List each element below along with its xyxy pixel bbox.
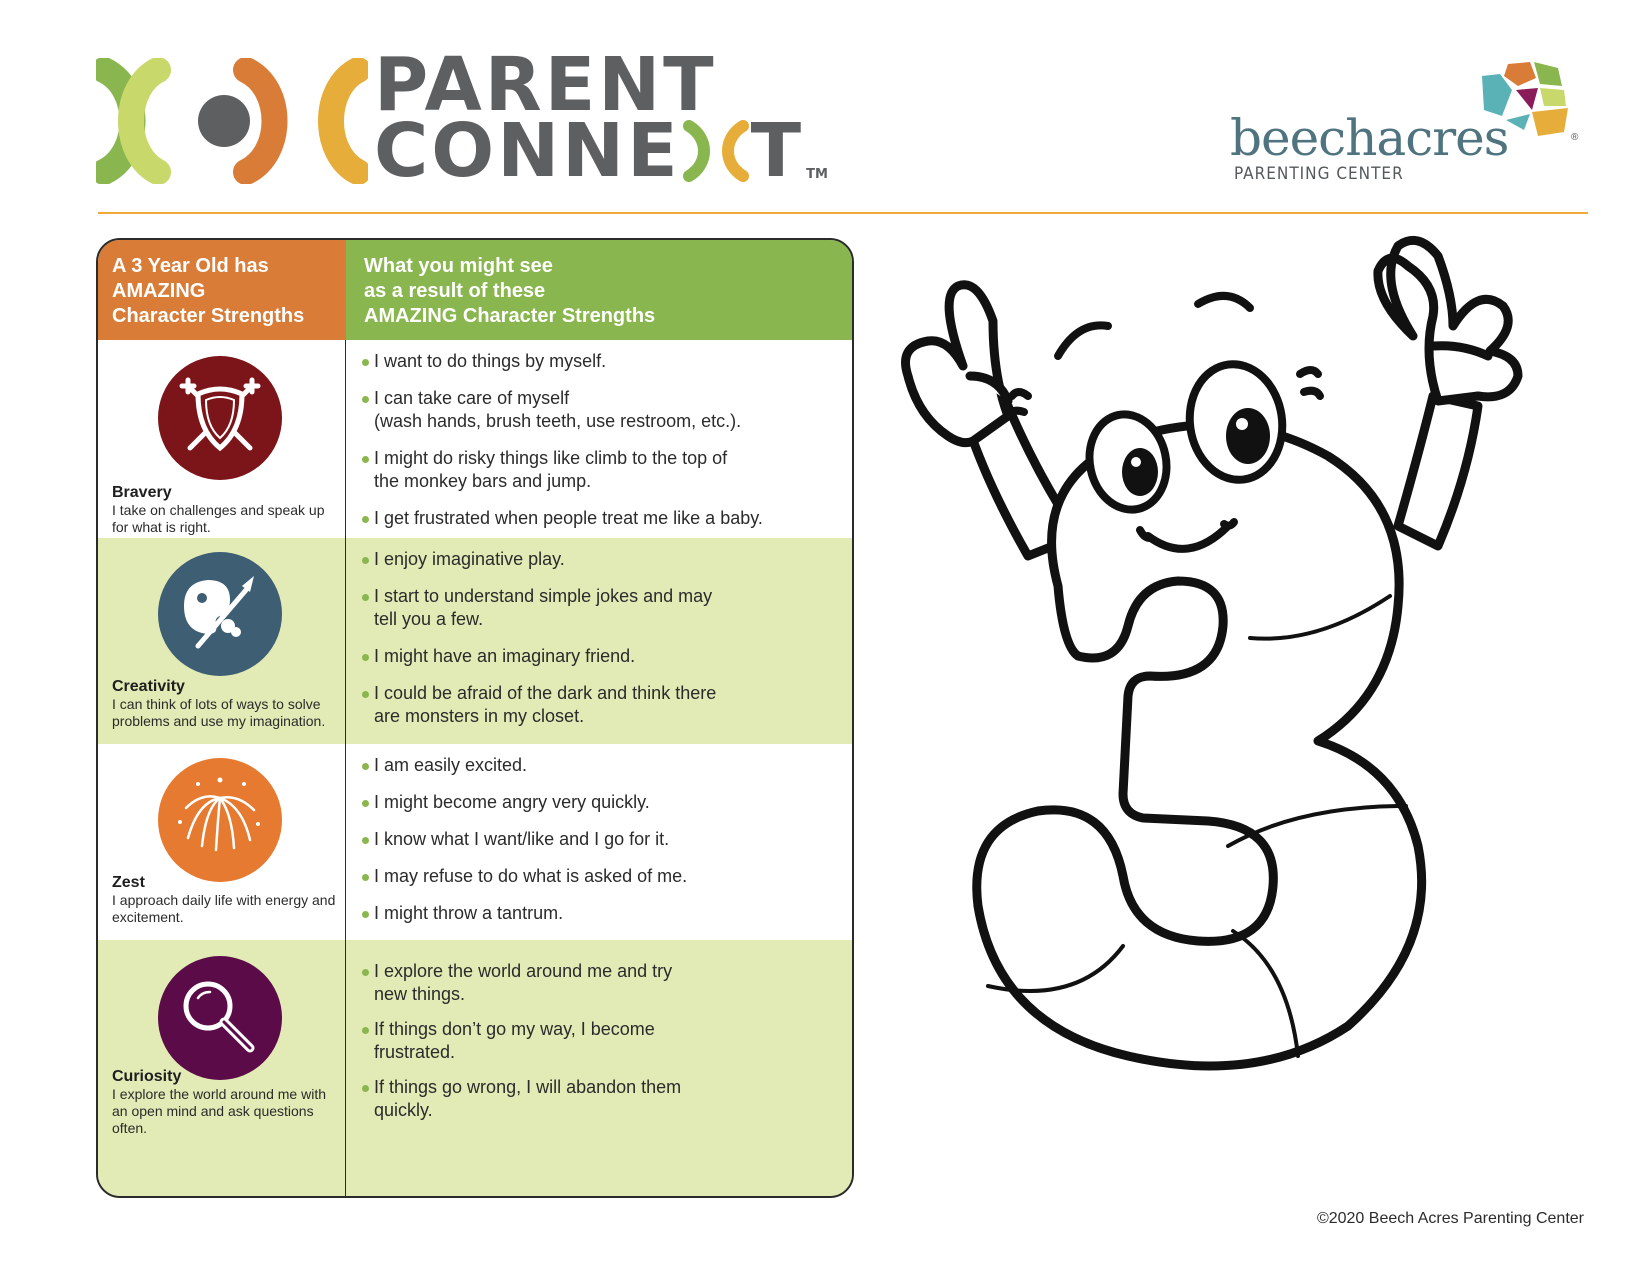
list-item-line: tell you a few. — [374, 609, 484, 629]
list-item — [362, 447, 852, 493]
list-item-line: I might throw a tantrum. — [374, 903, 564, 923]
list-item — [362, 585, 852, 631]
list-item — [362, 645, 852, 668]
strength-description: I approach daily life with energy and excitement. — [112, 892, 336, 925]
palette-brush-icon — [158, 552, 282, 676]
list-item-line: I might become angry very quickly. — [374, 792, 650, 812]
list-item-line: I want to do things by myself. — [374, 351, 607, 371]
list-item-line: quickly. — [374, 1100, 433, 1120]
table-header — [98, 240, 852, 340]
list-item-line: I could be afraid of the dark and think there — [374, 683, 717, 703]
list-item — [362, 387, 852, 433]
list-item — [362, 828, 852, 851]
list-item-line: I might have an imaginary friend. — [374, 646, 636, 666]
strength-name: Bravery — [112, 484, 172, 501]
list-item-line: I can take care of myself — [374, 388, 570, 408]
header-right-line: as a result of these — [364, 280, 546, 302]
list-item-line: If things go wrong, I will abandon them — [374, 1077, 682, 1097]
parent-connext-logo — [96, 42, 836, 194]
strength-name: Creativity — [112, 678, 185, 695]
logo-wordmark — [374, 42, 828, 208]
strength-name: Curiosity — [112, 1068, 182, 1085]
header-left-line: A 3 Year Old has — [112, 255, 269, 277]
logo-line-2 — [374, 108, 828, 208]
strength-description: I take on challenges and speak up for what is right. — [112, 502, 325, 535]
list-item-line: new things. — [374, 984, 466, 1004]
list-item — [362, 754, 852, 777]
beech-acres-logo — [1230, 60, 1590, 190]
list-item — [362, 350, 852, 373]
logo-line-2-prefix: CONNE — [374, 108, 681, 194]
logo-line-2-suffix: T — [750, 108, 805, 194]
column-divider — [345, 340, 346, 1198]
strength-description: I explore the world around me with an open mind and ask questions often. — [112, 1086, 326, 1136]
observations-cell — [346, 940, 852, 1198]
table-row-bravery — [98, 340, 852, 538]
shield-swords-icon — [158, 356, 282, 480]
header-strengths — [98, 240, 346, 340]
header-left-line: Character Strengths — [112, 305, 305, 327]
list-item — [362, 902, 852, 925]
list-item-line: If things don’t go my way, I become — [374, 1019, 655, 1039]
observations-cell — [346, 340, 852, 538]
logo-x-icon — [683, 120, 749, 182]
org-name: beechacres — [1230, 109, 1509, 167]
table-row-curiosity — [98, 940, 852, 1198]
connext-marks-icon — [96, 58, 368, 184]
strength-name: Zest — [112, 874, 145, 891]
strength-cell — [98, 940, 346, 1198]
list-item-line: (wash hands, brush teeth, use restroom, etc.). — [374, 411, 742, 431]
strength-description: I can think of lots of ways to solve problems and use my imagination. — [112, 696, 326, 729]
strength-cell — [98, 340, 346, 538]
list-item-line: the monkey bars and jump. — [374, 471, 592, 491]
list-item — [362, 1018, 852, 1064]
list-item — [362, 507, 852, 530]
header-right-line: What you might see — [364, 255, 553, 277]
list-item — [362, 682, 852, 728]
list-item-line: I might do risky things like climb to the top of — [374, 448, 728, 468]
list-item-line: I start to understand simple jokes and may — [374, 586, 713, 606]
list-item-line: I am easily excited. — [374, 755, 528, 775]
header-observations — [346, 240, 852, 340]
trademark: TM — [806, 167, 828, 182]
list-item-line: I enjoy imaginative play. — [374, 549, 565, 569]
strength-cell — [98, 744, 346, 940]
org-subtitle: PARENTING CENTER — [1234, 164, 1404, 184]
list-item-line: I know what I want/like and I go for it. — [374, 829, 670, 849]
character-strengths-table — [96, 238, 854, 1198]
header-right-line: AMAZING Character Strengths — [364, 305, 656, 327]
logo-line-1: PARENT — [374, 42, 717, 128]
list-item-line: are monsters in my closet. — [374, 706, 585, 726]
list-item — [362, 960, 852, 1006]
list-item — [362, 865, 852, 888]
list-item — [362, 548, 852, 571]
header-divider — [98, 212, 1588, 214]
list-item-line: I get frustrated when people treat me like a baby. — [374, 508, 763, 528]
observations-cell — [346, 538, 852, 744]
list-item-line: I explore the world around me and try — [374, 961, 673, 981]
list-item-line: I may refuse to do what is asked of me. — [374, 866, 688, 886]
list-item — [362, 1076, 852, 1122]
registered-mark: ® — [1571, 132, 1579, 143]
firework-icon — [158, 758, 282, 882]
observations-cell — [346, 744, 852, 940]
list-item-line: frustrated. — [374, 1042, 456, 1062]
copyright-notice: ©2020 Beech Acres Parenting Center — [1316, 1210, 1584, 1227]
magnifying-glass-icon — [158, 956, 282, 1080]
table-row-zest — [98, 744, 852, 940]
list-item — [362, 791, 852, 814]
number-three-character-icon — [878, 226, 1598, 1126]
strength-cell — [98, 538, 346, 744]
header-left-line: AMAZING — [112, 280, 206, 302]
table-row-creativity — [98, 538, 852, 744]
